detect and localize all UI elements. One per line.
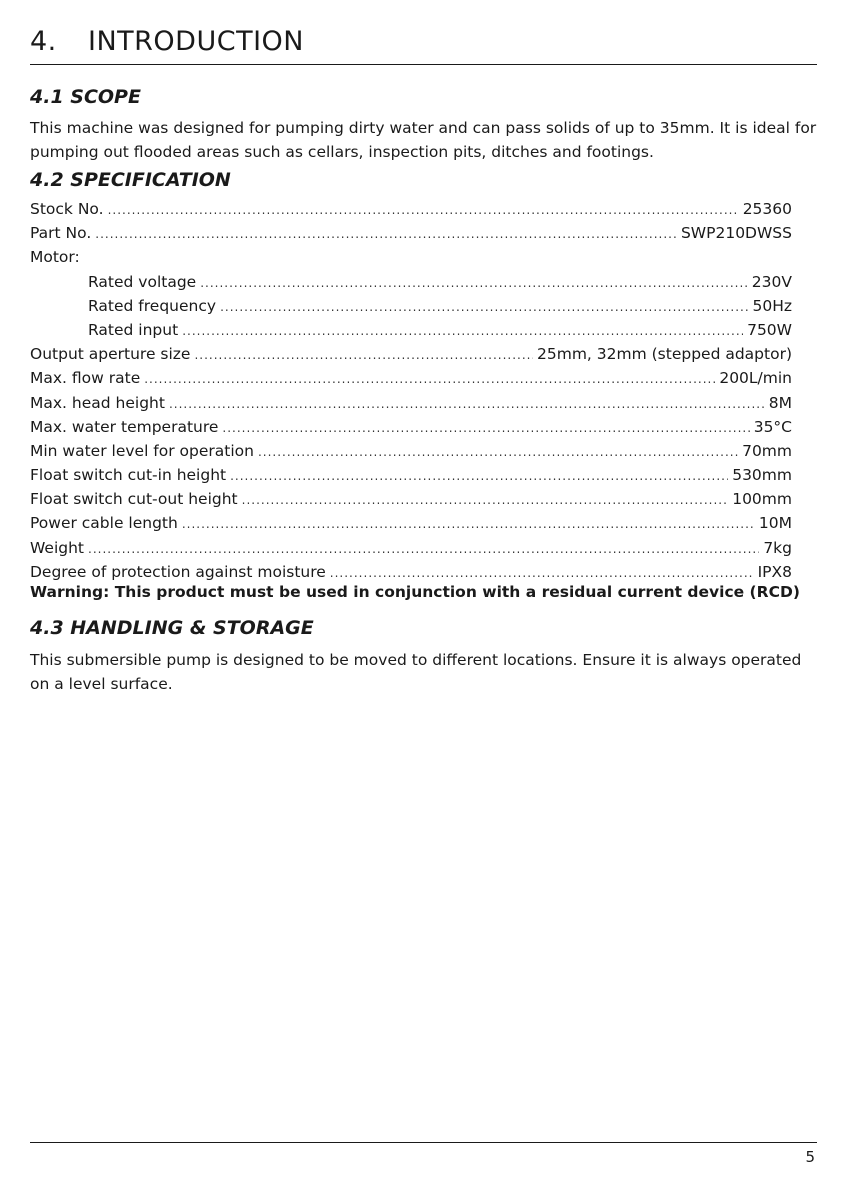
- spec-value: 7kg: [763, 538, 792, 557]
- chapter-number: 4.: [30, 26, 57, 57]
- dot-leader: [220, 300, 748, 314]
- spec-row-max-flow-rate: [30, 369, 792, 393]
- dot-leader: [194, 348, 533, 362]
- spec-row-output-aperture: [30, 345, 792, 369]
- spec-value: 530mm: [732, 466, 792, 485]
- spec-label: Stock No.: [30, 200, 104, 218]
- spec-label: Part No.: [30, 224, 92, 243]
- spec-value: 50Hz: [752, 296, 792, 315]
- spec-label: Max. head height: [30, 393, 165, 412]
- dot-leader: [242, 493, 729, 507]
- spec-label: Float switch cut-out height: [30, 490, 238, 509]
- spec-value: 35°C: [753, 417, 792, 436]
- spec-label: Weight: [30, 538, 85, 557]
- spec-row-part-no: [30, 224, 792, 248]
- dot-leader: [258, 445, 738, 459]
- spec-value: 70mm: [742, 441, 792, 460]
- spec-value: IPX8: [757, 562, 792, 581]
- spec-label: Max. water temperature: [30, 417, 219, 436]
- page-number: 5: [805, 1148, 815, 1166]
- chapter-title: [30, 26, 304, 57]
- spec-row-power-cable-length: [30, 514, 792, 538]
- specification-list: [30, 200, 792, 587]
- chapter-title-text: INTRODUCTION: [88, 26, 304, 57]
- spec-row-rated-voltage: [30, 273, 792, 297]
- spec-value: SWP210DWSS: [680, 224, 792, 243]
- handling-heading: 4.3 HANDLING & STORAGE: [30, 617, 314, 639]
- spec-row-float-cut-out: [30, 490, 792, 514]
- dot-leader: [182, 324, 743, 338]
- dot-leader: [230, 469, 728, 483]
- spec-label: Float switch cut-in height: [30, 466, 227, 485]
- spec-value: 25360: [742, 200, 792, 218]
- spec-label: Min water level for operation: [30, 441, 254, 460]
- spec-row-motor: [30, 248, 792, 272]
- dot-leader: [108, 203, 739, 217]
- spec-row-stock-no: [30, 200, 792, 224]
- spec-value: 8M: [768, 393, 792, 412]
- spec-label: Output aperture size: [30, 345, 191, 364]
- spec-value: 100mm: [732, 490, 792, 509]
- dot-leader: [222, 421, 749, 435]
- spec-row-max-water-temperature: [30, 418, 792, 442]
- handling-text: This submersible pump is designed to be moved to different locations. Ensure it is always operated on a level surface.: [30, 651, 802, 693]
- header-rule: [30, 64, 817, 65]
- spec-value: 200L/min: [719, 369, 792, 388]
- spec-row-rated-frequency: [30, 297, 792, 321]
- rcd-warning: Warning: This product must be used in conjunction with a residual current device (RCD): [30, 583, 800, 601]
- dot-leader: [169, 397, 765, 411]
- spec-value: 230V: [751, 272, 792, 291]
- dot-leader: [88, 542, 759, 556]
- dot-leader: [95, 227, 677, 241]
- spec-row-rated-input: [30, 321, 792, 345]
- manual-page: [30, 0, 817, 1191]
- spec-label: Motor:: [30, 248, 80, 267]
- footer-rule: [30, 1142, 817, 1143]
- spec-row-weight: [30, 539, 792, 563]
- specification-heading: 4.2 SPECIFICATION: [30, 169, 231, 191]
- spec-value: 25mm, 32mm (stepped adaptor): [537, 345, 792, 364]
- dot-leader: [144, 372, 715, 386]
- spec-value: 10M: [758, 514, 792, 533]
- dot-leader: [182, 517, 755, 531]
- spec-row-min-water-level: [30, 442, 792, 466]
- spec-row-max-head-height: [30, 394, 792, 418]
- scope-heading: 4.1 SCOPE: [30, 86, 141, 108]
- spec-label: Degree of protection against moisture: [30, 562, 326, 581]
- scope-text: This machine was designed for pumping dirty water and can pass solids of up to 35mm. It is ideal for pumping out flooded areas such as cellars, inspection pits, ditches and footings.: [30, 119, 817, 161]
- spec-value: 750W: [747, 320, 792, 339]
- dot-leader: [200, 276, 748, 290]
- spec-label: Rated frequency: [88, 296, 217, 315]
- spec-row-float-cut-in: [30, 466, 792, 490]
- spec-label: Power cable length: [30, 514, 178, 533]
- spec-label: Rated input: [88, 320, 179, 339]
- spec-label: Rated voltage: [88, 272, 197, 291]
- dot-leader: [330, 566, 754, 580]
- spec-label: Max. flow rate: [30, 369, 141, 388]
